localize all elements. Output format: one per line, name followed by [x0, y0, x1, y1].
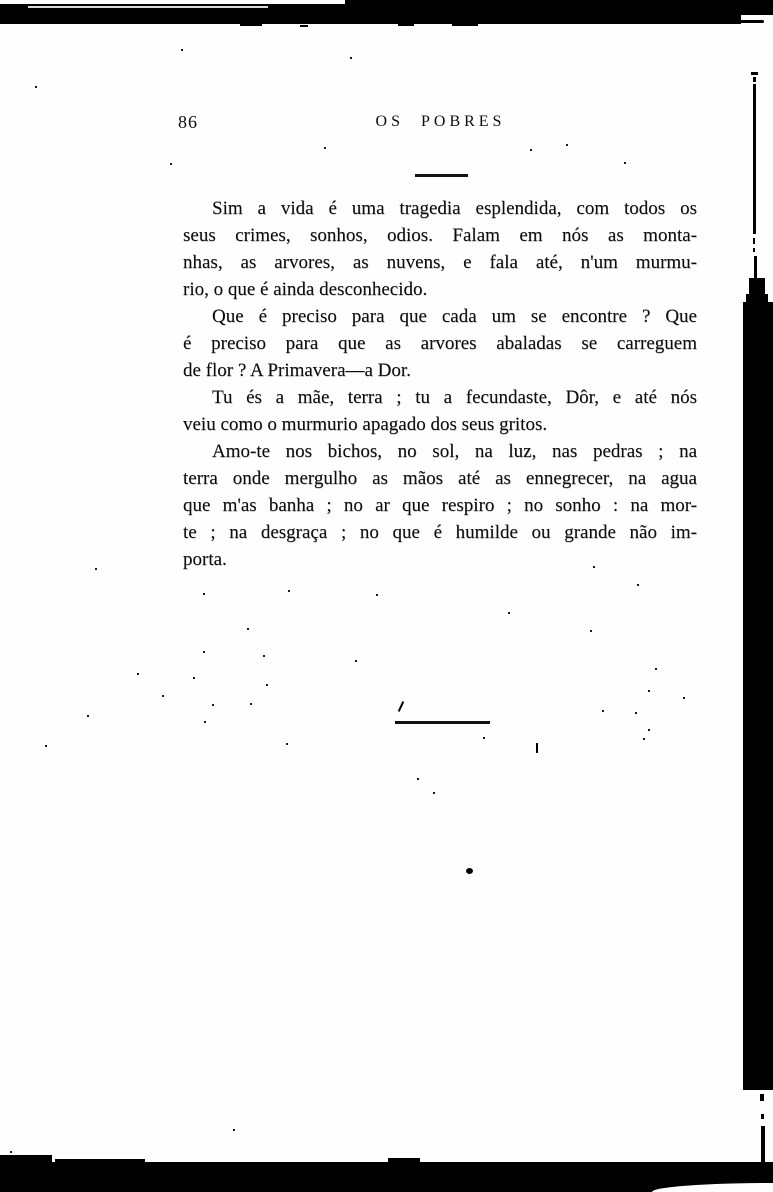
scan-artifact-right-cross	[753, 77, 756, 82]
noise-speck	[602, 710, 604, 712]
noise-speck	[45, 745, 47, 747]
noise-speck	[593, 566, 595, 568]
scan-artifact-right-dash	[753, 248, 755, 252]
noise-speck	[530, 149, 532, 151]
paragraph	[183, 303, 697, 384]
text-line: terra onde mergulho as mãos até as ennegrecer, na agua	[183, 468, 697, 489]
noise-speck	[162, 695, 164, 697]
text-line: que m'as banha ; no ar que respiro ; no sonho : na mor-	[183, 495, 697, 516]
noise-speck	[288, 590, 290, 592]
text-line: te ; na desgraça ; no que é humilde ou grande não im-	[183, 522, 697, 543]
scan-artifact-top-gap	[0, 0, 345, 4]
paragraph	[183, 384, 697, 438]
noise-speck	[203, 651, 205, 653]
scan-artifact-right-mark	[761, 1126, 765, 1164]
noise-speck	[648, 729, 650, 731]
text-line: nhas, as arvores, as nuvens, e fala até, n'um murmu-	[183, 252, 697, 273]
noise-speck	[263, 655, 265, 657]
page-number: 86	[178, 112, 198, 132]
noise-speck	[590, 630, 592, 632]
noise-speck	[95, 568, 97, 570]
paragraph	[183, 195, 697, 303]
text-line: é preciso para que as arvores abaladas se carreguem	[183, 333, 697, 354]
page-text	[183, 195, 697, 573]
scan-artifact-right-cross	[751, 72, 758, 75]
text-line: Amo-te nos bichos, no sol, na luz, nas pedras ; na	[212, 441, 697, 462]
noise-speck	[181, 49, 183, 51]
noise-speck	[204, 721, 206, 723]
scan-artifact-bottom-bump	[388, 1158, 420, 1164]
text-line: Sim a vida é uma tragedia esplendida, com todos os	[212, 198, 697, 219]
noise-speck	[643, 738, 645, 740]
noise-speck	[170, 163, 172, 165]
scan-artifact-bottom-edge	[0, 1162, 773, 1192]
noise-speck	[624, 162, 626, 164]
noise-speck	[137, 673, 139, 675]
scan-artifact-right-tail	[760, 1094, 764, 1101]
noise-speck	[648, 690, 650, 692]
noise-speck	[247, 628, 249, 630]
scan-artifact-tick	[398, 24, 414, 26]
noise-speck	[203, 593, 205, 595]
noise-speck	[212, 704, 214, 706]
header-divider-rule	[415, 174, 468, 177]
text-line: Que é preciso para que cada um se encontre ? Que	[212, 306, 697, 327]
noise-speck	[193, 677, 195, 679]
running-header	[178, 112, 698, 134]
scan-artifact-right-line	[753, 84, 756, 234]
noise-speck	[35, 86, 37, 88]
text-line: rio, o que é ainda desconhecido.	[183, 279, 428, 300]
noise-speck	[508, 612, 510, 614]
noise-speck	[635, 712, 637, 714]
scan-artifact-bottom-bump	[0, 1155, 52, 1164]
noise-speck	[355, 660, 357, 662]
ink-blot	[466, 868, 473, 874]
text-line: porta.	[183, 549, 227, 570]
text-line: Tu és a mãe, terra ; tu a fecundaste, Dôr, e até nós	[212, 387, 697, 408]
scan-artifact-tick	[300, 25, 308, 27]
noise-speck	[266, 684, 268, 686]
text-line: de flor ? A Primavera—a Dor.	[183, 360, 411, 381]
noise-speck	[483, 737, 485, 739]
running-title: OS POBRES	[375, 113, 506, 130]
ink-mark	[398, 701, 404, 712]
scan-artifact-right-dash	[753, 238, 755, 244]
noise-speck	[376, 594, 378, 596]
noise-speck	[433, 792, 435, 794]
paragraph	[183, 438, 697, 573]
scan-artifact-tick	[240, 24, 262, 26]
noise-speck	[10, 1151, 12, 1153]
scan-artifact-squiggle	[724, 20, 764, 23]
noise-speck	[87, 715, 89, 717]
noise-speck	[566, 144, 568, 146]
noise-speck	[324, 147, 326, 149]
section-divider-rule	[395, 721, 490, 724]
ink-mark	[536, 743, 538, 753]
text-line: seus crimes, sonhos, odios. Falam em nós as monta-	[183, 225, 697, 246]
scan-artifact-tick	[452, 24, 478, 26]
scan-artifact-bottom-bump	[55, 1159, 145, 1164]
noise-speck	[683, 697, 685, 699]
noise-speck	[655, 668, 657, 670]
scan-artifact-right-mark	[761, 1114, 764, 1119]
text-line: veiu como o murmurio apagado dos seus gritos.	[183, 414, 548, 435]
noise-speck	[637, 584, 639, 586]
scan-artifact-hairline	[28, 6, 268, 8]
noise-speck	[233, 1129, 235, 1131]
noise-speck	[350, 57, 352, 59]
noise-speck	[417, 778, 419, 780]
noise-speck	[250, 703, 252, 705]
scan-artifact-right-strip	[743, 302, 773, 1090]
noise-speck	[286, 743, 288, 745]
